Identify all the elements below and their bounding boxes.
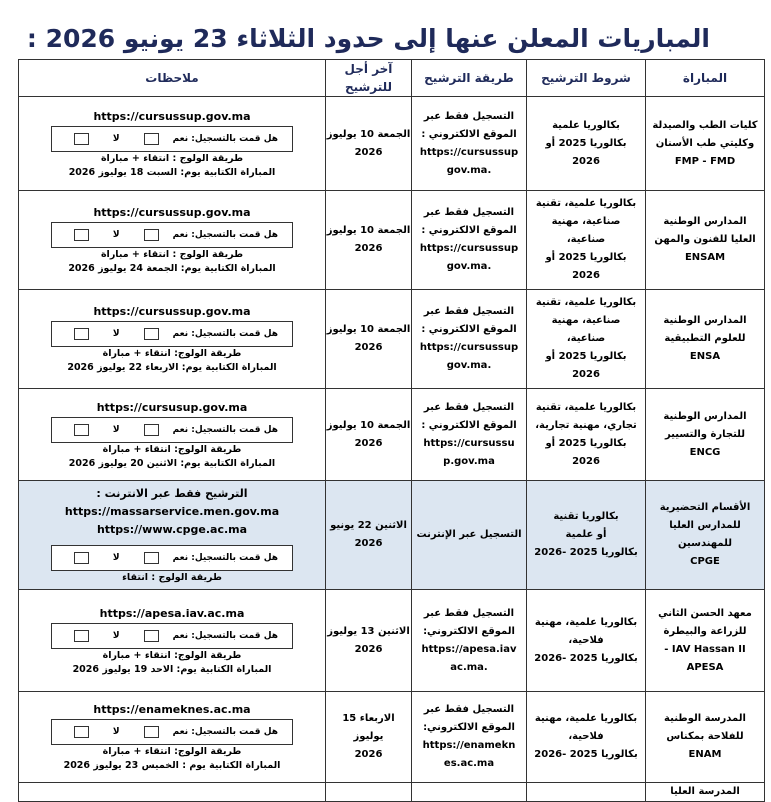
cell-deadline bbox=[326, 481, 412, 590]
condition-line: أو علمية bbox=[565, 529, 607, 540]
table-body bbox=[19, 97, 765, 802]
exam-name-line: ENAM bbox=[688, 749, 722, 760]
access-method: طريقة الولوج: انتقاء + مباراة bbox=[102, 348, 242, 359]
exam-name-line: CPGE bbox=[690, 556, 720, 567]
cell-conditions bbox=[527, 389, 646, 481]
cell-exam bbox=[646, 692, 765, 783]
condition-line: 2026 bbox=[572, 270, 600, 281]
exam-name-line: المدارس الوطنية bbox=[663, 315, 747, 326]
cell-method bbox=[412, 389, 527, 481]
exam-name-line: المدارس الوطنية bbox=[663, 216, 747, 227]
notes-link[interactable]: https://massarservice.men.gov.ma bbox=[64, 505, 280, 518]
deadline-line: 2026 bbox=[354, 146, 383, 158]
notes-link[interactable]: https://apesa.iav.ac.ma bbox=[99, 606, 245, 620]
cell-method bbox=[412, 191, 527, 290]
method-line: https://enamekn bbox=[422, 740, 516, 751]
table-row bbox=[19, 783, 765, 802]
cell-deadline bbox=[326, 389, 412, 481]
method-line: https://apesa.iav bbox=[421, 643, 517, 655]
table-row bbox=[19, 389, 765, 481]
method-line: التسجيل فقط عبر bbox=[423, 704, 515, 715]
no-checkbox[interactable] bbox=[74, 726, 89, 738]
notes-link[interactable]: https://cursussup.gov.ma bbox=[93, 206, 251, 219]
exam-name-line: IAV Hassan II - bbox=[664, 643, 746, 655]
condition-line: صناعية، مهنية bbox=[551, 216, 621, 227]
header-conditions: شروط الترشيح bbox=[527, 60, 646, 97]
exam-name-line: المدارس الوطنية bbox=[663, 410, 747, 422]
cell-method bbox=[412, 590, 527, 692]
no-checkbox[interactable] bbox=[74, 133, 89, 145]
no-checkbox[interactable] bbox=[74, 630, 89, 642]
exam-day: المباراة الكتابية يوم: الاثنين 20 يوليوز 2026 bbox=[68, 457, 276, 469]
cell-deadline bbox=[326, 590, 412, 692]
page-title: المباريات المعلن عنها إلى حدود الثلاثاء 23 يونيو 2026 : bbox=[26, 24, 710, 53]
condition-line: فلاحية، bbox=[568, 731, 604, 742]
deadline-line: 2026 bbox=[354, 538, 383, 549]
exam-name-line: ENCG bbox=[689, 446, 721, 458]
registered-label: هل قمت بالتسجيل: نعم bbox=[172, 630, 278, 641]
header-notes: ملاحظات bbox=[19, 60, 326, 97]
access-method: طريقة الولوج: انتقاء + مباراة bbox=[102, 443, 242, 455]
yes-checkbox[interactable] bbox=[144, 133, 159, 145]
cell-method bbox=[412, 692, 527, 783]
cell-deadline bbox=[326, 290, 412, 389]
exam-day: المباراة الكتابية يوم : الخميس 23 يوليوز 2026 bbox=[63, 760, 281, 771]
registration-box bbox=[51, 545, 293, 571]
notes-link[interactable]: https://cursussup.gov.ma bbox=[93, 305, 251, 318]
notes-link[interactable]: https://enameknes.ac.ma bbox=[93, 703, 251, 716]
no-checkbox[interactable] bbox=[74, 424, 89, 436]
cell-notes bbox=[19, 290, 326, 389]
exam-name-line: FMP - FMD bbox=[674, 155, 736, 167]
exam-name-line: APESA bbox=[686, 661, 724, 673]
no-label: لا bbox=[112, 727, 120, 737]
registered-label: هل قمت بالتسجيل: نعم bbox=[172, 329, 278, 339]
cell-notes bbox=[19, 692, 326, 783]
condition-line: بكالوريا 2025 أو bbox=[545, 351, 627, 362]
deadline-line: الاربعاء 15 يوليوز bbox=[342, 713, 395, 742]
condition-line: بكالوريا علمية، مهنية bbox=[534, 616, 638, 628]
condition-line: 2026 bbox=[572, 155, 600, 167]
cell-deadline bbox=[326, 783, 412, 802]
cell-notes bbox=[19, 481, 326, 590]
exam-name-line: للمدارس العليا bbox=[669, 520, 741, 531]
method-line: التسجيل عبر الإنترنت bbox=[416, 529, 522, 540]
yes-checkbox[interactable] bbox=[144, 630, 159, 642]
cell-conditions bbox=[527, 97, 646, 191]
notes-link[interactable]: https://cursussup.gov.ma bbox=[93, 109, 251, 123]
cell-exam bbox=[646, 481, 765, 590]
exam-name-line: وكليتي طب الأسنان bbox=[655, 137, 755, 149]
method-line: التسجيل فقط عبر bbox=[423, 401, 515, 413]
no-label: لا bbox=[112, 424, 120, 435]
method-line: الموقع الالكتروني : bbox=[421, 128, 517, 140]
table-row bbox=[19, 290, 765, 389]
cell-notes bbox=[19, 97, 326, 191]
cell-conditions bbox=[527, 290, 646, 389]
deadline-line: 2026 bbox=[354, 437, 383, 449]
deadline-line: الجمعة 10 يوليوز bbox=[326, 225, 411, 236]
cell-conditions bbox=[527, 481, 646, 590]
cell-method bbox=[412, 783, 527, 802]
exam-name-line: للفلاحة بمكناس bbox=[666, 731, 744, 742]
no-label: لا bbox=[112, 630, 120, 641]
condition-line: 2026 bbox=[572, 369, 600, 380]
method-line: https://cursussu bbox=[423, 437, 515, 449]
cell-exam bbox=[646, 97, 765, 191]
table-row bbox=[19, 97, 765, 191]
yes-checkbox[interactable] bbox=[144, 424, 159, 436]
access-method: طريقة الولوج: انتقاء + مباراة bbox=[102, 649, 242, 661]
registration-box bbox=[51, 623, 293, 649]
condition-line: صناعية، bbox=[566, 333, 606, 344]
deadline-line: الجمعة 10 يوليوز bbox=[326, 324, 411, 335]
registration-box bbox=[51, 222, 293, 248]
method-line: es.ac.ma bbox=[443, 758, 495, 769]
cell-conditions bbox=[527, 692, 646, 783]
cell-notes bbox=[19, 389, 326, 481]
header-exam: المباراة bbox=[646, 60, 765, 97]
condition-line: بكالوريا 2025 أو bbox=[545, 437, 627, 449]
cell-conditions bbox=[527, 783, 646, 802]
deadline-line: 2026 bbox=[354, 342, 383, 353]
method-line: .gov.ma bbox=[446, 360, 492, 371]
access-method: طريقة الولوج : انتقاء + مباراة bbox=[100, 152, 244, 164]
access-method: طريقة الولوج : انتقاء bbox=[122, 572, 222, 583]
condition-line: بكالوريا علمية bbox=[552, 119, 620, 131]
no-label: لا bbox=[112, 553, 120, 563]
condition-line: بكالوريا 2025 -2026 bbox=[534, 547, 638, 558]
deadline-line: الاثنين 13 يوليوز bbox=[327, 625, 410, 637]
method-line: التسجيل فقط عبر bbox=[423, 110, 515, 122]
cell-conditions bbox=[527, 590, 646, 692]
method-line: .gov.ma bbox=[446, 261, 492, 272]
exam-day: المباراة الكتابية يوم: الاربعاء 22 يوليوز 2026 bbox=[67, 362, 277, 373]
table-header-row bbox=[19, 60, 765, 97]
cell-conditions bbox=[527, 191, 646, 290]
cell-deadline bbox=[326, 692, 412, 783]
method-line: الموقع الالكتروني : bbox=[421, 419, 517, 431]
method-line: الموقع الالكتروني: bbox=[423, 625, 515, 637]
registration-box bbox=[51, 321, 293, 347]
method-line: https://cursussup bbox=[419, 146, 519, 158]
condition-line: بكالوريا علمية، تقنية bbox=[535, 401, 637, 413]
cell-exam bbox=[646, 191, 765, 290]
method-line: الموقع الالكتروني : bbox=[421, 225, 517, 236]
exam-name-line: الأقسام التحضيرية bbox=[659, 502, 751, 513]
condition-line: بكالوريا 2025 -2026 bbox=[534, 749, 638, 760]
method-line: https://cursussup bbox=[419, 243, 519, 254]
method-line: الموقع الالكتروني: bbox=[423, 722, 515, 733]
yes-checkbox[interactable] bbox=[144, 229, 159, 241]
cell-deadline bbox=[326, 97, 412, 191]
header-deadline: آخر أجل للترشيح bbox=[326, 60, 412, 97]
deadline-line: الجمعة 10 يوليوز bbox=[326, 419, 411, 431]
cell-method bbox=[412, 97, 527, 191]
no-label: لا bbox=[112, 230, 120, 240]
exam-day: المباراة الكتابية يوم: الاحد 19 يوليوز 2026 bbox=[72, 663, 272, 675]
cell-deadline bbox=[326, 191, 412, 290]
exam-name-line: للمهندسين bbox=[678, 538, 732, 549]
registered-label: هل قمت بالتسجيل: نعم bbox=[172, 133, 278, 144]
exam-name-line: العليا للفنون والمهن bbox=[654, 234, 756, 245]
table-row bbox=[19, 692, 765, 783]
notes-link[interactable]: https://cursusup.gov.ma bbox=[96, 400, 248, 414]
header-method: طريقة الترشيح bbox=[412, 60, 527, 97]
method-line: .gov.ma bbox=[446, 164, 492, 176]
condition-line: تجاري، مهنية تجارية، bbox=[535, 419, 637, 431]
method-line: التسجيل فقط عبر bbox=[423, 607, 515, 619]
notes-link[interactable]: https://www.cpge.ac.ma bbox=[96, 523, 248, 536]
exam-name-line: معهد الحسن الثاني bbox=[658, 607, 752, 619]
no-checkbox[interactable] bbox=[74, 229, 89, 241]
no-label: لا bbox=[112, 329, 120, 339]
cell-notes bbox=[19, 191, 326, 290]
deadline-line: 2026 bbox=[354, 749, 383, 760]
exams-table bbox=[18, 59, 765, 802]
exam-name-line: ENSAM bbox=[684, 252, 726, 263]
exam-name-line: ENSA bbox=[689, 351, 721, 362]
deadline-line: 2026 bbox=[354, 643, 383, 655]
registration-box bbox=[51, 417, 293, 443]
deadline-line: 2026 bbox=[354, 243, 383, 254]
exam-day: المباراة الكتابية يوم: الجمعة 24 يوليوز 2026 bbox=[68, 263, 276, 274]
method-line: الموقع الالكتروني : bbox=[421, 324, 517, 335]
condition-line: بكالوريا تقنية bbox=[553, 511, 619, 522]
cell-method bbox=[412, 481, 527, 590]
registration-box bbox=[51, 126, 293, 152]
condition-line: 2026 bbox=[572, 455, 600, 467]
condition-line: بكالوريا 2025 أو bbox=[545, 252, 627, 263]
cell-notes bbox=[19, 783, 326, 802]
exam-name-line: للتجارة والتسيير bbox=[664, 428, 746, 440]
table-row bbox=[19, 191, 765, 290]
access-method: طريقة الولوج : انتقاء + مباراة bbox=[100, 249, 244, 260]
cell-exam bbox=[646, 783, 765, 802]
exam-name-line: كليات الطب والصيدلة bbox=[652, 119, 758, 131]
no-label: لا bbox=[112, 133, 120, 144]
yes-checkbox[interactable] bbox=[144, 552, 159, 564]
exam-name-line: المدرسة العليا bbox=[670, 786, 740, 797]
yes-checkbox[interactable] bbox=[144, 726, 159, 738]
deadline-line: الاثنين 22 يونيو bbox=[330, 520, 407, 531]
yes-checkbox[interactable] bbox=[144, 328, 159, 340]
condition-line: صناعية، bbox=[566, 234, 606, 245]
condition-line: بكالوريا 2025 -2026 bbox=[534, 652, 638, 664]
registered-label: هل قمت بالتسجيل: نعم bbox=[172, 230, 278, 240]
registered-label: هل قمت بالتسجيل: نعم bbox=[172, 553, 278, 563]
cell-exam bbox=[646, 290, 765, 389]
exam-name-line: للزراعة والبيطرة bbox=[663, 625, 747, 637]
condition-line: بكالوريا علمية، تقنية bbox=[535, 198, 637, 209]
exam-day: المباراة الكتابية يوم: السبت 18 يوليوز 2026 bbox=[68, 166, 276, 178]
notes-heading: الترشيح فقط عبر الانترنت : bbox=[96, 487, 248, 500]
cell-method bbox=[412, 290, 527, 389]
no-checkbox[interactable] bbox=[74, 328, 89, 340]
access-method: طريقة الولوج: انتقاء + مباراة bbox=[102, 746, 242, 757]
deadline-line: الجمعة 10 يوليوز bbox=[326, 128, 411, 140]
table-row bbox=[19, 590, 765, 692]
registration-box bbox=[51, 719, 293, 745]
method-line: التسجيل فقط عبر bbox=[423, 306, 515, 317]
method-line: https://cursussup bbox=[419, 342, 519, 353]
exam-name-line: للعلوم التطبيقية bbox=[664, 333, 746, 344]
registered-label: هل قمت بالتسجيل: نعم bbox=[172, 424, 278, 435]
condition-line: بكالوريا 2025 أو bbox=[545, 137, 627, 149]
cell-exam bbox=[646, 590, 765, 692]
method-line: التسجيل فقط عبر bbox=[423, 207, 515, 218]
no-checkbox[interactable] bbox=[74, 552, 89, 564]
condition-line: صناعية، مهنية bbox=[551, 315, 621, 326]
method-line: p.gov.ma bbox=[443, 455, 495, 467]
method-line: .ac.ma bbox=[450, 661, 488, 673]
exam-name-line: المدرسة الوطنية bbox=[664, 713, 746, 724]
condition-line: بكالوريا علمية، تقنية bbox=[535, 297, 637, 308]
registered-label: هل قمت بالتسجيل: نعم bbox=[172, 727, 278, 737]
cell-exam bbox=[646, 389, 765, 481]
table-row bbox=[19, 481, 765, 590]
cell-notes bbox=[19, 590, 326, 692]
condition-line: فلاحية، bbox=[568, 634, 604, 646]
condition-line: بكالوريا علمية، مهنية bbox=[534, 713, 638, 724]
